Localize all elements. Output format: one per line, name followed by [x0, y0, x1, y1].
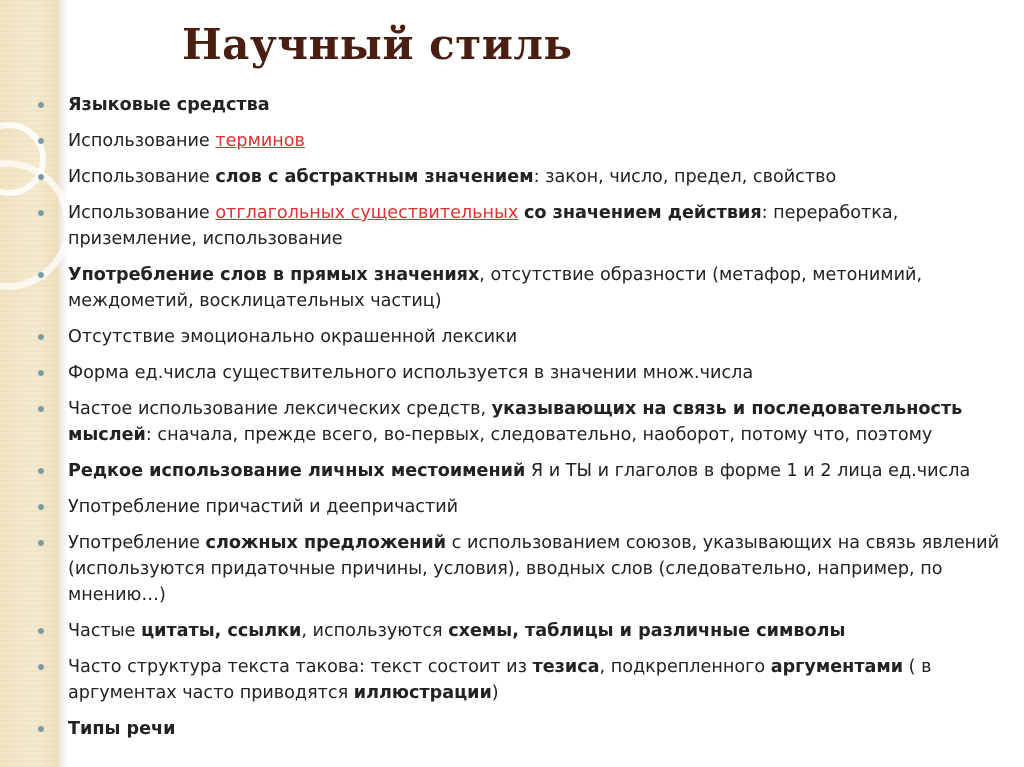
bullet-icon: [38, 272, 44, 278]
item-text: : сначала, прежде всего, во-первых, следовательно, наоборот, потому что, поэтому: [145, 425, 933, 445]
item-text: приземление, использование: [68, 229, 343, 249]
item-text: ( в: [903, 657, 932, 677]
item-text: Форма ед.числа существительного используется в значении множ.числа: [68, 363, 754, 383]
bullet-icon: [38, 210, 44, 216]
bullet-icon: [38, 102, 44, 108]
term-link[interactable]: отглагольных существительных: [215, 203, 519, 223]
item-text: Использование: [68, 167, 216, 187]
bold-text: Языковые средства: [68, 95, 270, 115]
item-text: , отсутствие образности (метафор, метонимий,: [479, 265, 923, 285]
list-item: [38, 92, 1024, 118]
item-text: Употребление причастий и деепричастий: [68, 497, 459, 517]
item-text: Частые: [68, 621, 142, 641]
list-item: [38, 128, 1024, 154]
bold-text: мыслей: [68, 425, 146, 445]
item-text: Употребление: [68, 533, 206, 553]
list-item: [38, 716, 1024, 742]
list-item: [38, 324, 1024, 350]
item-text: Использование: [68, 203, 216, 223]
list-item: [38, 530, 1024, 608]
bold-text: Редкое использование личных местоимений: [68, 461, 526, 481]
item-text: : закон, число, предел, свойство: [533, 167, 837, 187]
item-text: Частое использование лексических средств,: [68, 399, 492, 419]
bold-text: слов с абстрактным значением: [215, 167, 534, 187]
item-text: Использование: [68, 131, 216, 151]
slide-title: Научный стиль: [182, 20, 573, 69]
item-text: ): [491, 683, 499, 703]
item-text: , подкрепленного: [599, 657, 771, 677]
item-text: Я и ТЫ и глаголов в форме 1 и 2 лица ед.числа: [525, 461, 971, 481]
item-text: , используются: [301, 621, 449, 641]
bullet-icon: [38, 138, 44, 144]
bullet-icon: [38, 628, 44, 634]
bold-text: иллюстрации: [353, 683, 492, 703]
list-item: [38, 618, 1024, 644]
list-item: [38, 654, 1024, 706]
list-item: [38, 164, 1024, 190]
bold-text: со значением действия: [523, 203, 762, 223]
bold-text: цитаты, ссылки: [141, 621, 302, 641]
bold-text: аргументами: [770, 657, 904, 677]
item-text: Отсутствие эмоционально окрашенной лексики: [68, 327, 518, 347]
term-link[interactable]: терминов: [215, 131, 305, 151]
bold-text: сложных предложений: [205, 533, 447, 553]
bold-text: указывающих на связь и последовательность: [491, 399, 963, 419]
item-text: Часто структура текста такова: текст состоит из: [68, 657, 533, 677]
item-text: : переработка,: [761, 203, 899, 223]
item-text: (используются придаточные причины, условия), вводных слов (следовательно, например, по: [68, 559, 943, 579]
bold-text: Употребление слов в прямых значениях: [68, 265, 480, 285]
bullet-icon: [38, 504, 44, 510]
list-item: [38, 360, 1024, 386]
list-item: [38, 200, 1024, 252]
bold-text: тезиса: [532, 657, 600, 677]
list-item: [38, 458, 1024, 484]
bullet-icon: [38, 540, 44, 546]
bullet-list: [38, 92, 1024, 752]
item-text: мнению…): [68, 585, 166, 605]
bullet-icon: [38, 726, 44, 732]
bullet-icon: [38, 174, 44, 180]
bullet-icon: [38, 664, 44, 670]
bullet-icon: [38, 370, 44, 376]
bold-text: Типы речи: [68, 719, 176, 739]
list-item: [38, 494, 1024, 520]
item-text: аргументах часто приводятся: [68, 683, 354, 703]
bullet-icon: [38, 334, 44, 340]
bullet-icon: [38, 406, 44, 412]
item-text: с использованием союзов, указывающих на связь явлений: [446, 533, 1000, 553]
item-text: междометий, восклицательных частиц): [68, 291, 442, 311]
bullet-icon: [38, 468, 44, 474]
bold-text: схемы, таблицы и различные символы: [448, 621, 846, 641]
list-item: [38, 396, 1024, 448]
list-item: [38, 262, 1024, 314]
